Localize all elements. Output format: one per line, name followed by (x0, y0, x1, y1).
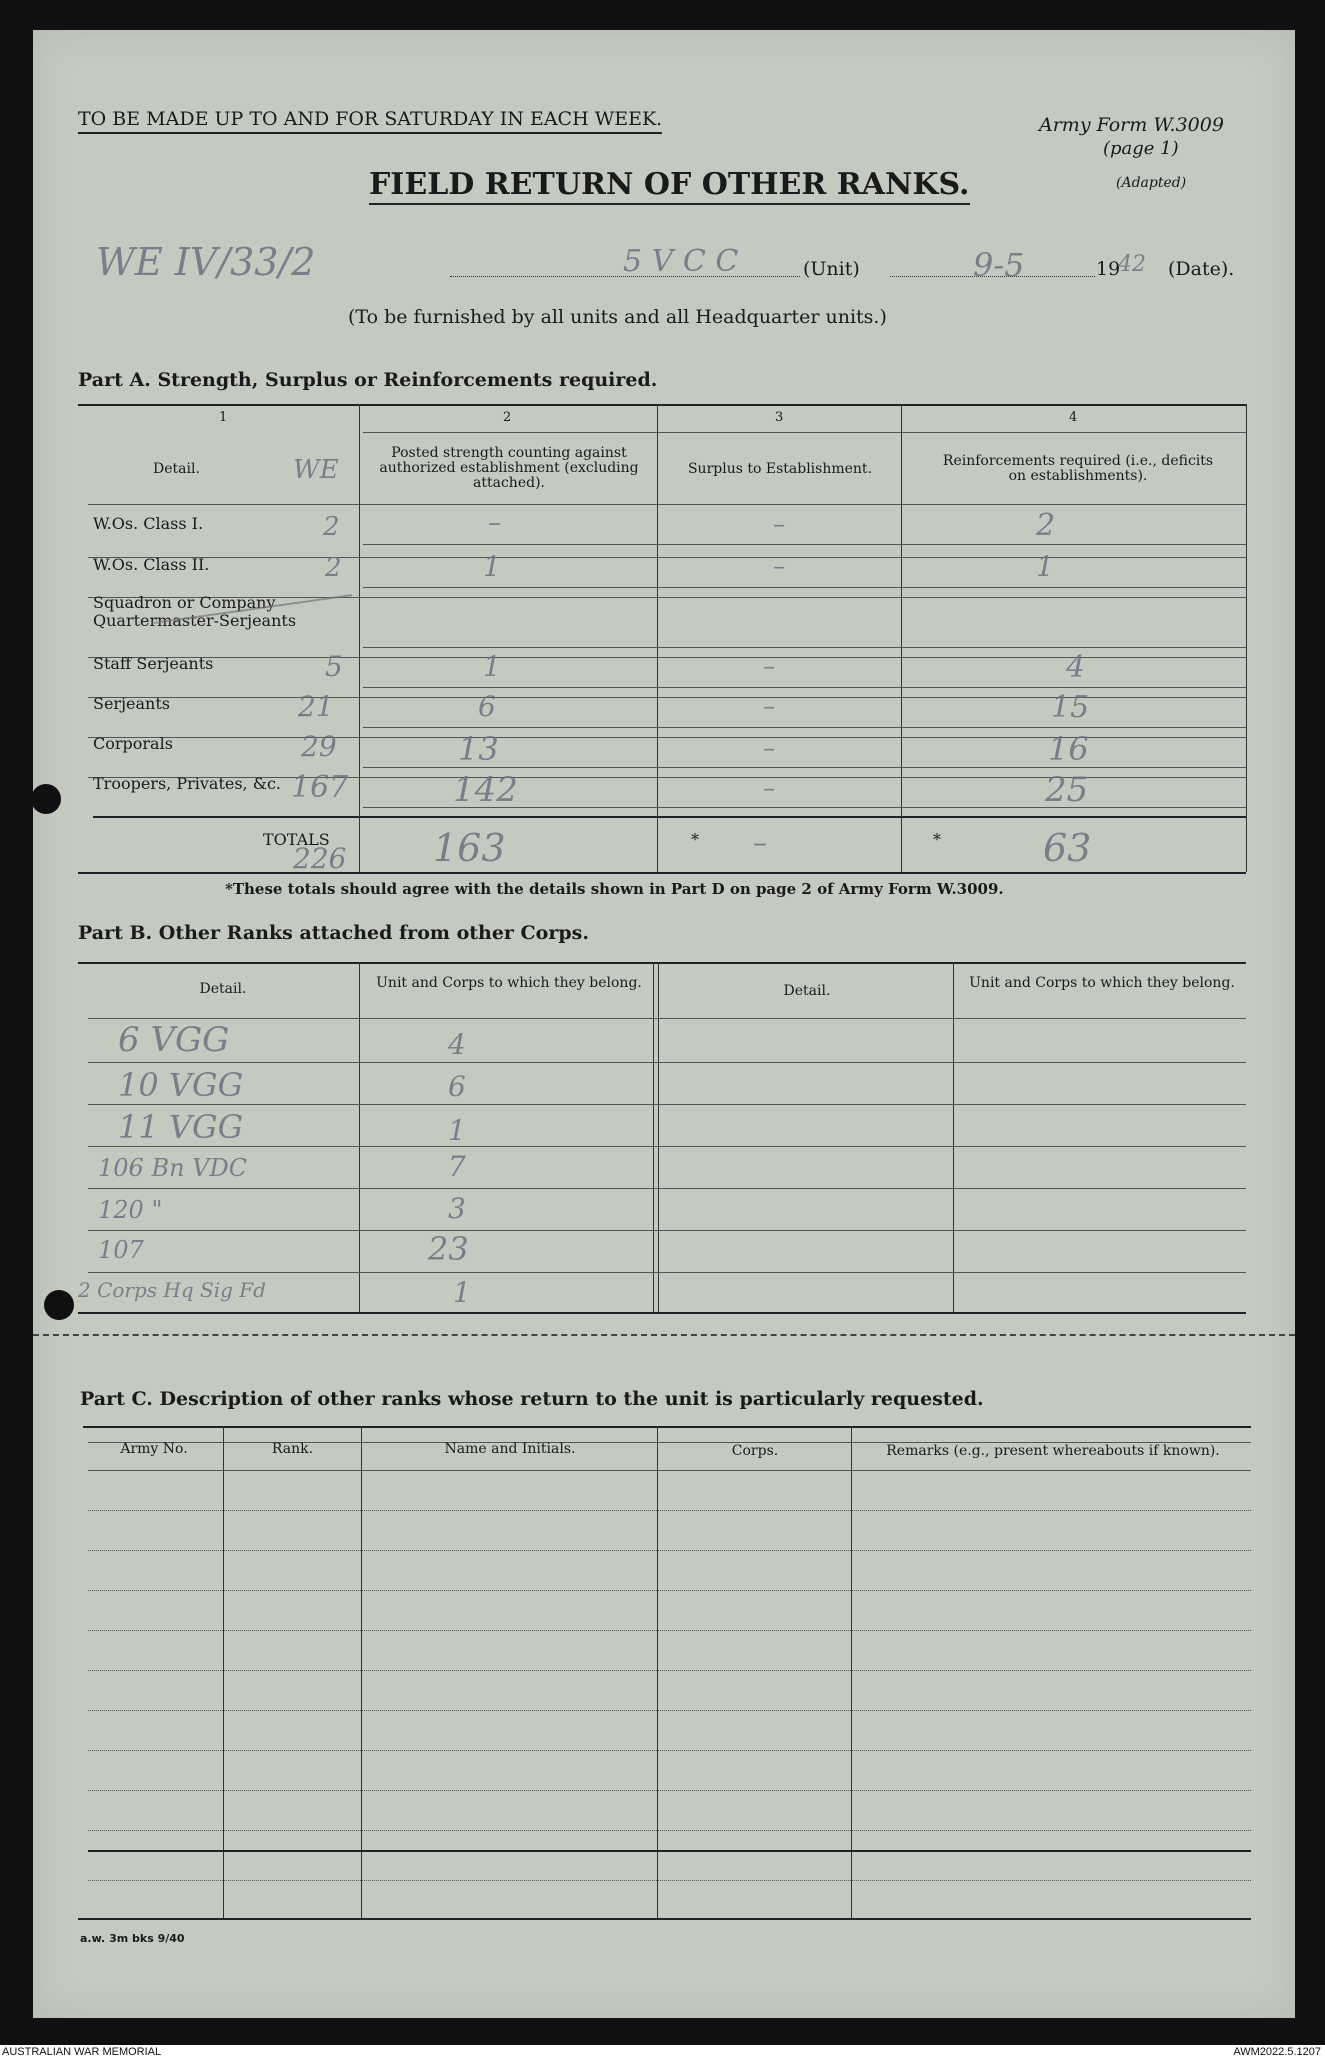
row-label-wo-class-1: W.Os. Class I. (93, 514, 204, 533)
year-prefix: 19 (1096, 258, 1121, 280)
col-number-4: 4 (1069, 410, 1078, 425)
header-reinforcements: Reinforcements required (i.e., deficits on establishments). (942, 453, 1214, 484)
handwritten-unit: 5 V C C (623, 244, 739, 279)
row-label-cqms: Squadron or Company Quartermaster-Serjeants (93, 593, 297, 630)
we-wo-class-2: 2 (325, 553, 342, 583)
handwritten-we-header: WE (293, 455, 339, 485)
totals-note: *These totals should agree with the details shown in Part D on page 2 of Army Form W.3009. (225, 880, 1004, 898)
posted-staff-serjeants: 1 (483, 650, 501, 683)
surplus-wo-class-2: – (773, 552, 785, 580)
part-b-header-unit-1: Unit and Corps to which they belong. (376, 975, 642, 991)
perforation-line (33, 1334, 1295, 1336)
totals-reinf: 63 (1043, 826, 1092, 870)
handwritten-reference: WE IV/33/2 (96, 240, 316, 284)
totals-surplus: – (753, 826, 767, 859)
totals-reinf-star: * (933, 830, 941, 849)
part-c-header-name: Name and Initials. (444, 1441, 576, 1457)
header-detail: Detail. (153, 461, 200, 477)
page-indicator: (page 1) (1103, 138, 1179, 159)
posted-corporals: 13 (458, 730, 499, 768)
totals-surplus-star: * (691, 830, 699, 849)
col-number-1: 1 (219, 410, 228, 425)
totals-we: 226 (293, 842, 347, 875)
surplus-staff-serjeants: – (763, 652, 775, 680)
posted-wo-class-2: 1 (483, 550, 501, 583)
we-troopers: 167 (291, 770, 349, 805)
reinf-serjeants: 15 (1051, 690, 1090, 725)
unit-label: (Unit) (803, 258, 860, 280)
reinf-troopers: 25 (1045, 770, 1089, 810)
part-b-title: Part B. Other Ranks attached from other Corps. (78, 922, 589, 944)
handwritten-year: 42 (1118, 252, 1146, 277)
totals-label: TOTALS (263, 830, 330, 849)
surplus-wo-class-1: – (773, 510, 785, 538)
we-staff-serjeants: 5 (325, 650, 343, 683)
row-label-corporals: Corporals (93, 734, 173, 753)
col-number-2: 2 (503, 410, 512, 425)
posted-serjeants: 6 (478, 690, 496, 723)
handwritten-date: 9-5 (973, 246, 1025, 284)
part-b-count-2: 6 (448, 1070, 466, 1103)
surplus-corporals: – (763, 734, 775, 762)
part-c-header-rank: Rank. (271, 1441, 314, 1457)
totals-posted: 163 (433, 826, 506, 870)
form-number: Army Form W.3009 (1039, 114, 1224, 136)
part-b-header-unit-2: Unit and Corps to which they belong. (969, 975, 1235, 991)
archive-footer (0, 2045, 1325, 2061)
part-b-count-7: 1 (453, 1276, 471, 1309)
part-b-header-detail-2: Detail. (783, 983, 831, 999)
part-b-detail-7: 2 Corps Hq Sig Fd (78, 1278, 266, 1302)
posted-wo-class-1: – (488, 508, 501, 538)
surplus-troopers: – (763, 774, 775, 802)
part-b-detail-5: 120 " (98, 1196, 163, 1224)
header-surplus: Surplus to Establishment. (687, 461, 873, 477)
print-code: a.w. 3m bks 9/40 (80, 1932, 185, 1945)
form-title: FIELD RETURN OF OTHER RANKS. (369, 167, 970, 205)
reinf-staff-serjeants: 4 (1066, 650, 1086, 685)
we-serjeants: 21 (298, 690, 334, 723)
row-label-wo-class-2: W.Os. Class II. (93, 555, 210, 574)
date-label: (Date). (1168, 258, 1235, 280)
part-b-header-detail-1: Detail. (199, 981, 247, 997)
we-wo-class-1: 2 (323, 512, 340, 542)
instruction-line: TO BE MADE UP TO AND FOR SATURDAY IN EACH WEEK. (78, 108, 662, 134)
part-b-detail-4: 106 Bn VDC (98, 1154, 248, 1182)
footer-institution: AUSTRALIAN WAR MEMORIAL (2, 2046, 162, 2058)
header-posted: Posted strength counting against authorized establishment (excluding attached). (379, 445, 639, 491)
part-b-detail-1: 6 VGG (118, 1020, 230, 1060)
we-corporals: 29 (301, 730, 337, 763)
part-c-header-corps: Corps. (731, 1443, 779, 1459)
furnish-note: (To be furnished by all units and all Headquarter units.) (348, 306, 887, 328)
reinf-wo-class-2: 1 (1036, 550, 1054, 583)
part-b-count-5: 3 (448, 1192, 466, 1225)
row-label-staff-serjeants: Staff Serjeants (93, 654, 214, 673)
col-number-3: 3 (775, 410, 784, 425)
part-b-count-6: 23 (428, 1230, 469, 1268)
row-label-troopers: Troopers, Privates, &c. (93, 774, 282, 793)
posted-troopers: 142 (453, 770, 518, 810)
part-b-count-3: 1 (448, 1114, 466, 1147)
form-sheet (33, 30, 1295, 2018)
part-c-header-army-no: Army No. (120, 1441, 188, 1457)
part-c-header-remarks: Remarks (e.g., present whereabouts if known). (886, 1443, 1220, 1459)
row-label-serjeants: Serjeants (93, 694, 170, 713)
reinf-wo-class-1: 2 (1036, 508, 1056, 543)
part-c-title: Part C. Description of other ranks whose return to the unit is particularly requested. (80, 1388, 984, 1410)
part-a-title: Part A. Strength, Surplus or Reinforcements required. (78, 369, 658, 391)
part-b-detail-6: 107 (98, 1236, 144, 1264)
punch-hole-bottom (44, 1290, 74, 1320)
adapted-label: (Adapted) (1116, 175, 1187, 191)
punch-hole-top (31, 784, 61, 814)
footer-accession-number: AWM2022.5.1207 (1233, 2046, 1321, 2058)
part-b-count-1: 4 (448, 1028, 466, 1061)
part-b-detail-3: 11 VGG (118, 1108, 244, 1146)
reinf-corporals: 16 (1048, 730, 1089, 768)
part-b-count-4: 7 (448, 1150, 466, 1183)
surplus-serjeants: – (763, 692, 775, 720)
part-b-detail-2: 10 VGG (118, 1066, 244, 1104)
